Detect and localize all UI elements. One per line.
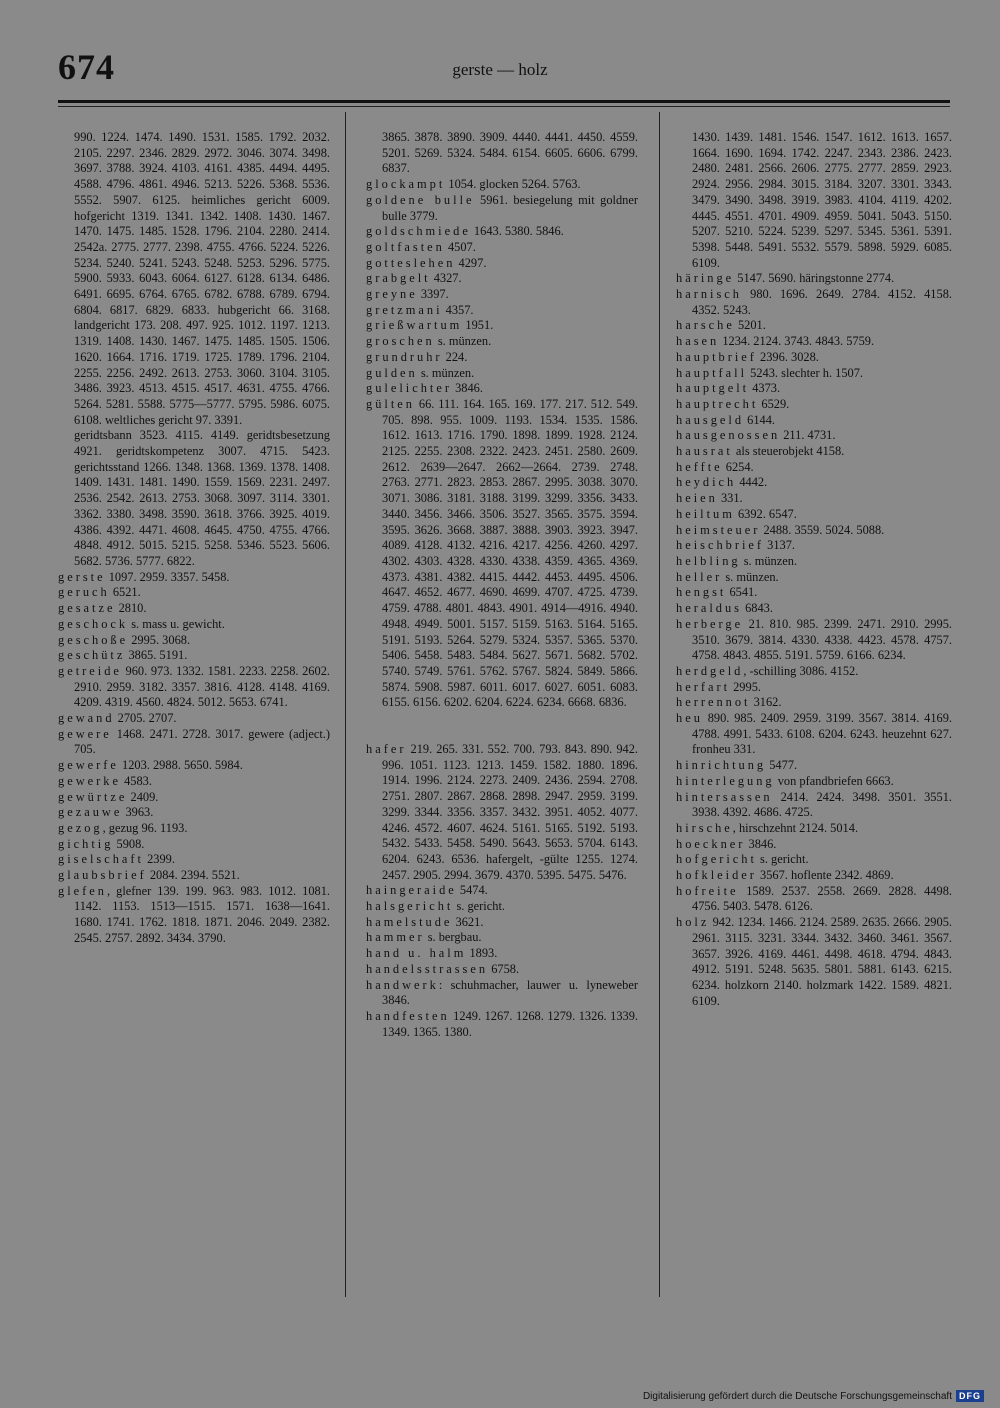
index-references: 5243. slechter h. 1507. [747,365,864,380]
index-references: 3567. hoflente 2342. 4869. [756,868,894,883]
index-entry [58,727,330,758]
index-headword: harnisch [676,287,742,302]
index-references: 4507. [444,239,476,254]
index-entry [366,334,638,350]
index-headword: geschoße [58,632,129,647]
index-entry [366,256,638,272]
index-headword: goldschmiede [366,224,471,239]
index-headword: gewerfe [58,758,119,773]
index-references: 4327. [430,271,462,286]
index-headword: hofreite [676,883,739,898]
index-entry [58,852,330,868]
index-references: 2409. [127,789,159,804]
section-gap [366,711,638,742]
index-headword: hinterlegung [676,773,775,788]
index-references: 331. [717,491,743,506]
index-headword: heu [676,711,703,726]
index-references: 5147. 5690. häringstonne 2774. [734,271,895,286]
index-entry [366,1009,638,1040]
index-entry [58,633,330,649]
index-references: 4583. [120,773,152,788]
index-entry [58,570,330,586]
index-references: 2995. [730,679,761,694]
index-headword: holz [676,915,710,930]
index-references: 1430. 1439. 1481. 1546. 1547. 1612. 1613. 1657. 1664. 1690. 1694. 1742. 2247. 2343. 2386. 2423. 2480. 2481. 2566. 2606. 2775. 2777. 2859. 2923. 2924. 2956. 2984. 3015. 3184. 3207. 3301. 3343. 3479. 3490. 3498. 3919. 3983. 4104. 4119. 4202. 4445. 4551. 4701. 4909. 4959. 5041. 5043. 5150. 5207. 5210. 5224. 5239. 5297. 5345. 5361. 5391. 5398. 5448. 5491. 5532. 5579. 5898. 5929. 6085. 6109. [692,130,952,270]
index-references: 6392. 6547. [734,506,797,521]
index-headword: hengst [676,585,727,600]
index-headword: glaubsbrief [58,868,147,883]
index-entry-continuation [58,428,330,569]
index-headword: hausrat [676,444,733,459]
index-entry [676,271,952,287]
index-headword: groschen [366,334,435,349]
index-references: 980. 1696. 2649. 2784. 4152. 4158. 4352. 5243. [692,287,952,317]
index-headword: glefen [58,883,107,898]
index-entry [366,946,638,962]
index-headword: hauptfall [676,365,748,380]
index-entry [366,883,638,899]
index-references: als steuerobjekt 4158. [732,444,845,459]
index-references: 5477. [766,758,798,773]
index-headword: hauptgelt [676,381,750,396]
index-headword: hausgenossen [676,428,781,443]
index-references: s. münzen. [434,334,492,349]
index-references: 3846. [745,836,777,851]
index-references: 5908. [113,836,145,851]
index-headword: hoeckner [676,836,746,851]
index-references: von pfandbriefen 6663. [774,773,894,788]
index-headword: heller [676,569,723,584]
index-entry [58,711,330,727]
index-references: 1097. 2959. 3357. 5458. [105,569,230,584]
index-references: 4297. [455,255,487,270]
index-references: , -schilling 3086. 4152. [743,663,859,678]
index-headword: heimsteuer [676,522,761,537]
index-entry-continuation [676,130,952,271]
index-headword: gewand [58,711,115,726]
index-headword: hintersassen [676,789,773,804]
index-references: 4373. [749,381,781,396]
index-entry [58,805,330,821]
index-references: 219. 265. 331. 552. 700. 793. 843. 890. 942. 996. 1051. 1123. 1213. 1459. 1582. 1880. 1896. 1914. 1996. 2124. 2273. 2409. 2436. 2594. 2708. 2751. 2807. 2867. 2868. 2898. 2947. 2959. 3199. 3299. 3344. 3356. 3357. 3432. 3951. 4052. 4077. 4246. 4572. 4607. 4624. 5161. 5165. 5192. 5193. 5432. 5433. 5458. 5490. 5643. 5653. 5704. 6143. 6204. 6243. 6536. hafergelt, -gülte 1255. 1274. 2457. 2905. 2994. 3679. 4370. 5395. 5475. 5476. [382,742,638,882]
index-entry [676,287,952,318]
index-headword: gretzmani [366,302,443,317]
running-head: gerste — holz [452,60,548,79]
index-headword: gezog [58,820,103,835]
index-headword: grundruhr [366,349,443,364]
index-entry [366,287,638,303]
index-references: 1468. 2471. 2728. 3017. gewere (adject.) 705. [74,726,330,757]
index-headword: gezauwe [58,805,123,820]
index-entry [366,350,638,366]
index-references: geridtsbann 3523. 4115. 4149. geridtsbesetzung 4921. geridtskompetenz 3007. 4715. 5423. gerichtsstand 1266. 1348. 1368. 1369. 1378. 1408. 1409. 1431. 1481. 1490. 1559. 1569. 2231. 2497. 2536. 2542. 2613. 2753. 3068. 3097. 3114. 3301. 3362. 3380. 3498. 3590. 3618. 3766. 3925. 4019. 4386. 4392. 4471. 4608. 4645. 4750. 4755. 4766. 4848. 4912. 5015. 5215. 5258. 5346. 5523. 5606. 5682. 5736. 5777. 6822. [74,428,330,568]
index-references: 3963. [122,805,154,820]
index-references: 4357. [442,302,474,317]
index-entry-continuation [366,130,638,177]
index-entry [366,962,638,978]
index-headword: hausgeld [676,412,745,427]
index-references: s. münzen. [722,569,779,584]
column-divider-1 [345,112,346,1297]
index-references: 5474. [456,883,488,898]
index-headword: giselschaft [58,852,144,867]
index-headword: heffte [676,459,723,474]
index-entry [676,318,952,334]
index-entry [676,507,952,523]
index-references: s. bergbau. [424,930,482,945]
index-entry [58,837,330,853]
index-references: 3162. [750,695,782,710]
index-references: 2705. 2707. [114,711,177,726]
index-references: 1234. 2124. 3743. 4843. 5759. [719,334,875,349]
index-references: 211. 4731. [780,428,836,443]
index-headword: gewürtze [58,789,128,804]
index-entry [58,585,330,601]
index-headword: herberge [676,616,744,631]
index-entry [676,852,952,868]
index-entry [676,570,952,586]
index-entry [366,224,638,240]
funding-footer [643,1390,984,1402]
index-entry [676,523,952,539]
index-references: 21. 810. 985. 2399. 2471. 2910. 2995. 3510. 3679. 3814. 4330. 4338. 4423. 4578. 4757. 4758. 4843. 4855. 5191. 5759. 6166. 6234. [692,616,952,663]
index-headword: gewerke [58,773,121,788]
index-references: 2084. 2394. 5521. [146,868,240,883]
index-entry [676,491,952,507]
index-references: 1249. 1267. 1268. 1279. 1326. 1339. 1349. 1365. 1380. [382,1008,638,1039]
index-entry [58,758,330,774]
index-references: 3137. [764,538,796,553]
index-entry [366,742,638,883]
index-references: 1893. [466,946,498,961]
funding-credit: Digitalisierung gefördert durch die Deutsche Forschungsgemeinschaft [642,1390,952,1402]
index-references: 3621. [452,914,484,929]
index-headword: hauptbrief [676,349,757,364]
index-headword: greyne [366,287,418,302]
index-entry [676,680,952,696]
index-entry [676,837,952,853]
index-headword: handwerk [366,977,439,992]
index-references: 1203. 2988. 5650. 5984. [118,758,243,773]
index-headword: hasen [676,334,720,349]
index-headword: getreide [58,663,122,678]
index-references: 6541. [726,585,758,600]
index-column-1 [58,130,330,947]
index-entry [366,978,638,1009]
index-references: 66. 111. 164. 165. 169. 177. 217. 512. 549. 705. 898. 955. 1009. 1193. 1534. 1535. 1586. 1612. 1613. 1716. 1790. 1898. 1899. 1928. 2124. 2125. 2255. 2308. 2322. 2423. 2451. 2580. 2609. 2612. 2639—2647. 2662—2664. 2739. 2748. 2763. 2771. 2823. 2853. 2867. 2995. 3038. 3070. 3071. 3086. 3181. 3188. 3199. 3299. 3356. 3433. 3440. 3456. 3466. 3506. 3527. 3565. 3575. 3594. 3595. 3626. 3668. 3887. 3888. 3903. 3923. 3947. 4089. 4128. 4132. 4216. 4217. 4256. 4260. 4297. 4302. 4303. 4328. 4330. 4338. 4359. 4365. 4369. 4373. 4381. 4382. 4415. 4442. 4453. 4495. 4506. 4647. 4652. 4677. 4690. 4699. 4707. 4725. 4739. 4759. 4788. 4801. 4843. 4901. 4914—4916. 4940. 4948. 4949. 5001. 5157. 5159. 5163. 5164. 5165. 5191. 5193. 5264. 5279. 5324. 5357. 5365. 5370. 5406. 5458. 5483. 5484. 5627. 5671. 5682. 5702. 5740. 5749. 5761. 5762. 5767. 5824. 5849. 5866. 5874. 5908. 5987. 6011. 6017. 6027. 6051. 6083. 6155. 6156. 6202. 6204. 6224. 6234. 6668. 6836. [382,396,638,710]
index-headword: gerste [58,569,106,584]
index-entry-continuation [58,130,330,428]
index-headword: gewere [58,726,112,741]
index-headword: heydich [676,475,737,490]
index-references: s. gericht. [453,899,505,914]
index-entry [676,617,952,664]
index-entry [676,350,952,366]
index-entry [676,821,952,837]
index-references: 3865. 3878. 3890. 3909. 4440. 4441. 4450. 4559. 5201. 5269. 5324. 5484. 6154. 6605. 6606. 6799. 6837. [382,130,638,176]
index-references: 2810. [115,601,147,616]
index-headword: hofkleider [676,868,757,883]
index-entry [676,868,952,884]
index-headword: handelsstrassen [366,961,489,976]
index-references: 1643. 5380. 5846. [470,224,564,239]
index-references: 2396. 3028. [756,349,819,364]
index-entry [676,790,952,821]
index-headword: gotteslehen [366,255,456,270]
index-headword: heien [676,491,718,506]
index-references: 990. 1224. 1474. 1490. 1531. 1585. 1792. 2032. 2105. 2297. 2346. 2829. 2972. 3046. 3074. 3498. 3697. 3788. 3924. 4103. 4161. 4385. 4494. 4495. 4588. 4796. 4861. 4946. 5213. 5226. 5368. 5536. 5552. 5907. 6125. heimliches gericht 6009. hofgericht 1319. 1341. 1342. 1408. 1430. 1467. 1470. 1475. 1485. 1528. 1796. 2104. 2280. 2414. 2542a. 2775. 2777. 2398. 4755. 4766. 5224. 5226. 5234. 5240. 5241. 5243. 5248. 5253. 5296. 5775. 5900. 5933. 6043. 6064. 6127. 6128. 6134. 6486. 6491. 6695. 6764. 6765. 6782. 6788. 6789. 6794. 6804. 6817. 6829. 6833. hubgericht 66. 3168. landgericht 173. 208. 497. 925. 1012. 1197. 1213. 1319. 1408. 1430. 1467. 1475. 1485. 1505. 1506. 1620. 1664. 1716. 1719. 1725. 1789. 1796. 2104. 2255. 2256. 2492. 2613. 2753. 3060. 3104. 3105. 3486. 3923. 4513. 4515. 4517. 4631. 4755. 4766. 5264. 5281. 5588. 5775—5777. 5795. 5986. 6075. 6108. weltliches gericht 97. 3391. [74,130,330,427]
index-entry [366,303,638,319]
index-entry [58,774,330,790]
index-headword: geschütz [58,648,126,663]
header-rule-thin [58,106,950,107]
index-references: 224. [442,349,468,364]
index-references: , hirschzehnt 2124. 5014. [732,820,859,835]
index-entry [58,648,330,664]
index-headword: herdgeld [676,663,744,678]
index-entry [58,617,330,633]
index-entry [676,711,952,758]
index-references: 3846. [451,381,483,396]
index-references: 6144. [744,412,776,427]
index-entry [676,475,952,491]
index-entry [58,821,330,837]
index-headword: häringe [676,271,735,286]
index-headword: handfesten [366,1008,450,1023]
index-entry [676,585,952,601]
index-references: 6758. [488,961,520,976]
index-headword: goltfasten [366,239,445,254]
index-headword: halsgericht [366,899,454,914]
index-entry [366,397,638,711]
index-entry [676,413,952,429]
index-references: s. gericht. [756,852,809,867]
index-headword: hafer [366,742,407,757]
index-references: 6529. [758,396,790,411]
index-headword: hirsche [676,820,733,835]
index-references: 3397. [417,287,449,302]
index-entry [676,381,952,397]
index-headword: hofgericht [676,852,757,867]
index-references: 2399. [144,852,175,867]
index-headword: hammer [366,930,425,945]
index-entry [676,428,952,444]
index-headword: goldene bulle [366,192,475,207]
index-entry [676,601,952,617]
index-entry [366,899,638,915]
page-number: 674 [58,47,115,87]
index-entry [676,460,952,476]
index-headword: heiltum [676,506,735,521]
index-entry [676,664,952,680]
dfg-logo: DFG [956,1390,984,1402]
index-entry [676,397,952,413]
header-rule-thick [58,100,950,103]
index-references: 4442. [736,475,768,490]
index-references: 1951. [462,318,494,333]
index-column-2 [366,130,638,1040]
index-headword: hand u. halm [366,946,467,961]
index-entry [676,334,952,350]
index-headword: grießwartum [366,318,463,333]
index-entry [58,664,330,711]
index-entry [366,177,638,193]
index-entry [366,366,638,382]
index-references: 2488. 3559. 5024. 5088. [760,522,885,537]
index-headword: herrennot [676,695,751,710]
index-entry [58,790,330,806]
index-entry [366,318,638,334]
index-headword: grabgelt [366,271,431,286]
index-entry [676,538,952,554]
index-references: , gezug 96. 1193. [102,820,188,835]
index-entry [676,444,952,460]
index-references: 2414. 2424. 3498. 3501. 3551. 3938. 4392. 4686. 4725. [692,789,952,820]
index-headword: gichtig [58,836,114,851]
index-references: 3865. 5191. [125,648,188,663]
index-headword: haingeraide [366,883,457,898]
index-references: , glefner 139. 199. 963. 983. 1012. 1081. 1142. 1153. 1513—1515. 1571. 1638—1641. 1680. 1741. 1762. 1818. 1871. 2046. 2049. 2382. 2545. 2757. 2892. 3434. 3790. [74,883,330,945]
index-headword: hinrichtung [676,758,767,773]
index-entry [676,915,952,1009]
index-headword: heischbrief [676,538,765,553]
index-references: 5201. [734,318,766,333]
index-headword: gulelichter [366,381,452,396]
index-references: 5961. besiegelung mit goldner bulle 3779. [382,192,638,223]
index-entry [676,695,952,711]
index-references: 6843. [741,601,773,616]
index-headword: geschock [58,616,129,631]
index-entry [676,554,952,570]
index-entry [366,381,638,397]
index-references: s. mass u. gewicht. [128,616,225,631]
index-entry [676,758,952,774]
index-headword: gesatze [58,601,116,616]
index-entry [676,366,952,382]
index-references: 1589. 2537. 2558. 2669. 2828. 4498. 4756. 5403. 5478. 6126. [692,883,952,914]
index-references: 2995. 3068. [128,632,191,647]
index-entry [366,930,638,946]
index-references: 1054. glocken 5264. 5763. [445,177,581,192]
index-references: 6521. [109,585,141,600]
index-entry [58,884,330,947]
index-headword: gulden [366,365,418,380]
column-divider-2 [659,112,660,1297]
index-references: s. münzen. [740,553,798,568]
index-entry [366,240,638,256]
index-entry [366,915,638,931]
index-headword: glockampt [366,177,446,192]
index-entry [366,193,638,224]
index-references: 6254. [722,459,754,474]
index-headword: geruch [58,585,110,600]
index-references: 942. 1234. 1466. 2124. 2589. 2635. 2666. 2905. 2961. 3115. 3231. 3344. 3432. 3460. 3461. 3567. 3657. 3926. 4169. 4461. 4498. 4618. 4794. 4843. 4912. 5191. 5248. 5635. 5801. 5881. 6143. 6215. 6234. holzkorn 2140. holzmark 1422. 1589. 4821. 6109. [692,915,952,1008]
index-entry [676,774,952,790]
index-references: 890. 985. 2409. 2959. 3199. 3567. 3814. 4169. 4788. 4991. 5433. 6108. 6204. 6243. heuzehnt 627. fronheu 331. [692,711,952,757]
index-references: s. münzen. [417,365,475,380]
index-headword: harsche [676,318,735,333]
index-entry [58,868,330,884]
index-column-3 [676,130,952,1009]
index-entry [58,601,330,617]
index-headword: helbling [676,553,741,568]
index-headword: hamelstude [366,914,453,929]
index-entry [676,884,952,915]
index-references: : schuhmacher, lauwer u. lyneweber 3846. [382,977,638,1008]
index-headword: hauptrecht [676,396,759,411]
index-references: 960. 973. 1332. 1581. 2233. 2258. 2602. 2910. 2959. 3182. 3357. 3816. 4128. 4148. 4169. 4209. 4319. 4560. 4824. 5012. 5653. 6741. [74,663,330,710]
index-headword: gülten [366,396,415,411]
index-headword: herfart [676,679,731,694]
index-entry [366,271,638,287]
index-headword: heraldus [676,601,742,616]
